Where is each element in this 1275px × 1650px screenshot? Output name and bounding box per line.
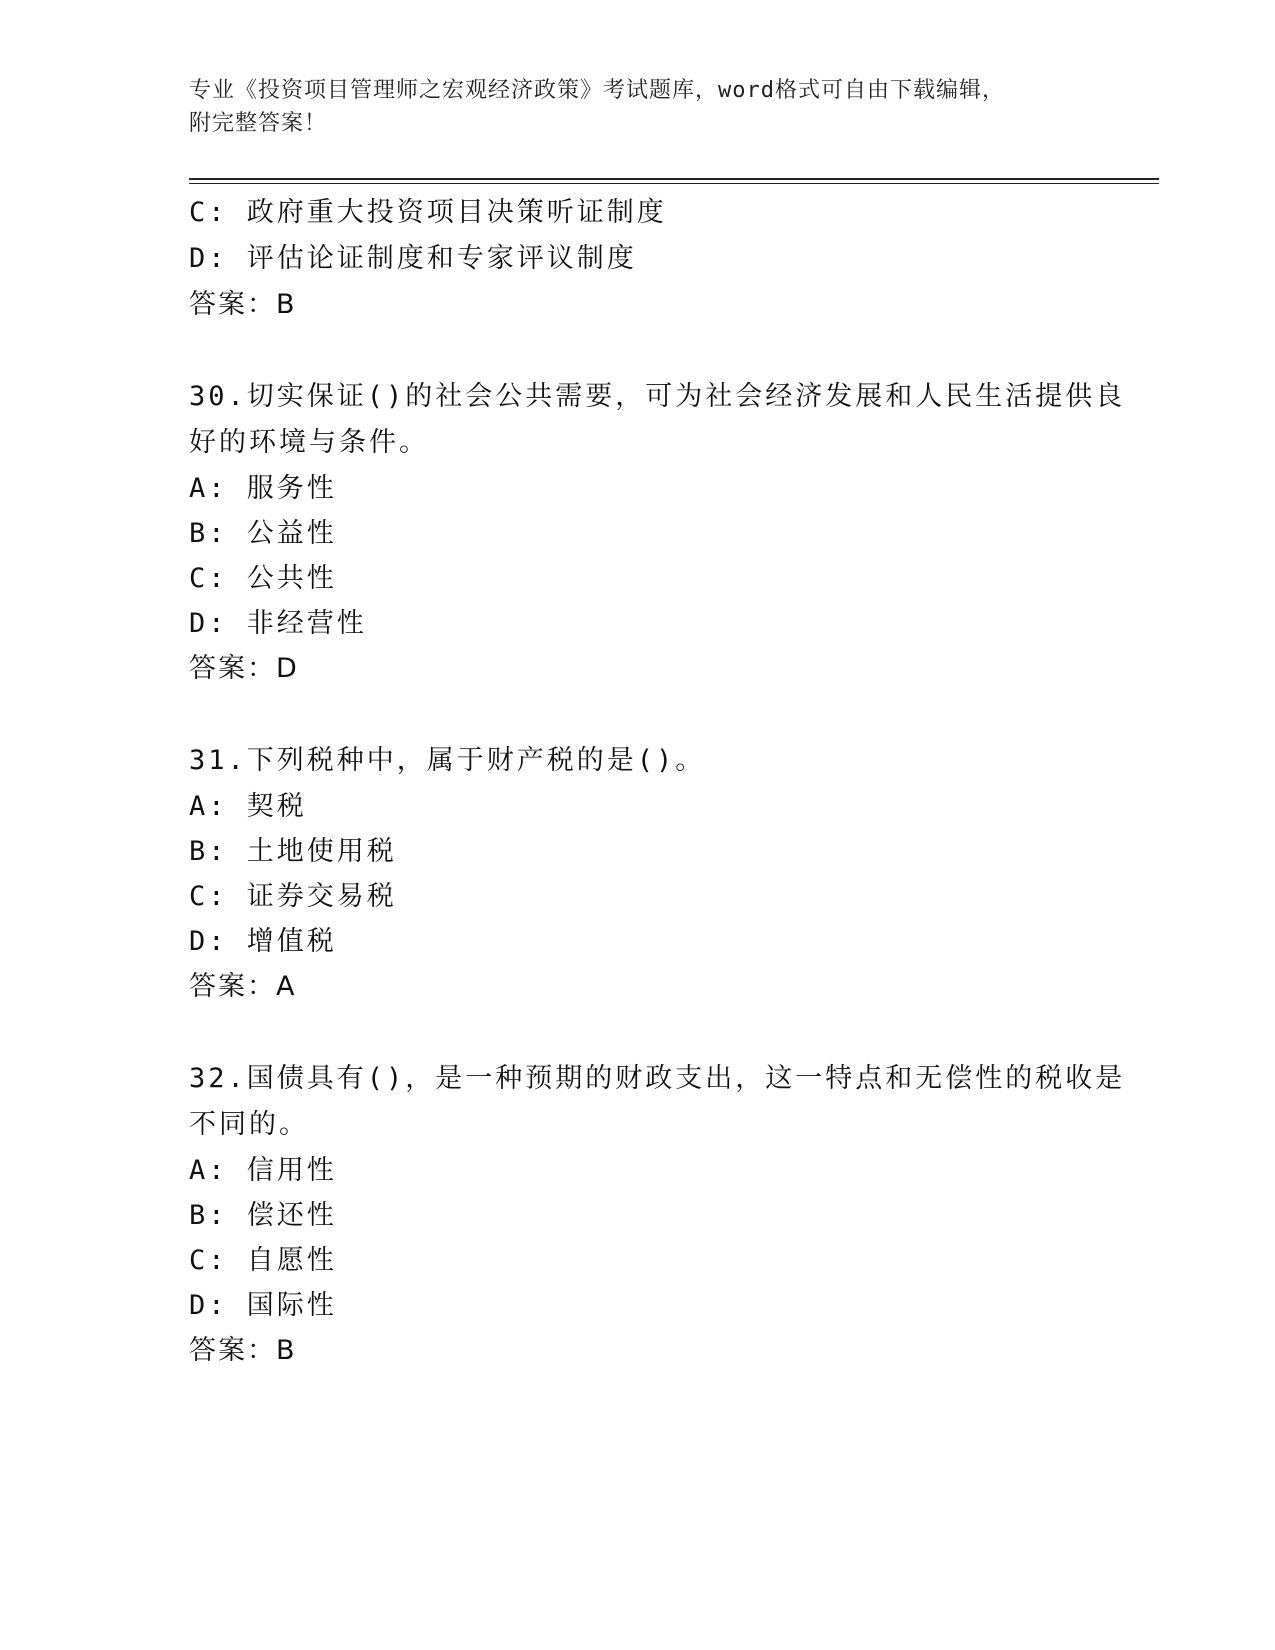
option-text: 自愿性 — [246, 1245, 337, 1276]
question-stem-line: 32.国债具有()，是一种预期的财政支出，这一特点和无偿性的税收是 — [189, 1063, 1126, 1094]
spacer — [189, 1010, 1089, 1056]
option-a — [189, 466, 1089, 511]
option-text: 评估论证制度和专家评议制度 — [246, 243, 637, 274]
option-text: 公共性 — [246, 563, 337, 594]
answer-line: 答案：A — [189, 971, 297, 1002]
option-label: A: — [189, 1155, 228, 1186]
option-text: 信用性 — [246, 1155, 337, 1186]
option-label: B: — [189, 518, 228, 549]
option-label: C: — [189, 881, 228, 912]
question-30 — [189, 374, 1126, 692]
header-line-2: 附完整答案！ — [189, 111, 328, 136]
option-label: C: — [189, 197, 228, 228]
question-32 — [189, 1056, 1126, 1374]
option-text: 增值税 — [246, 926, 337, 957]
option-label: A: — [189, 473, 228, 504]
header-line-1: 专业《投资项目管理师之宏观经济政策》考试题库，word格式可自由下载编辑， — [189, 78, 1005, 103]
option-c — [189, 556, 1089, 601]
option-label: C: — [189, 563, 228, 594]
option-label: A: — [189, 791, 228, 822]
option-text: 偿还性 — [246, 1200, 337, 1231]
option-label: D: — [189, 608, 228, 639]
option-label: D: — [189, 243, 228, 274]
option-c — [189, 874, 1089, 919]
question-stem-line: 好的环境与条件。 — [189, 427, 429, 458]
option-label: B: — [189, 836, 228, 867]
option-label: D: — [189, 1290, 228, 1321]
answer-line: 答案：D — [189, 653, 299, 684]
option-c — [189, 1238, 1089, 1283]
option-label: B: — [189, 1200, 228, 1231]
option-b — [189, 1193, 1089, 1238]
header-divider-thin — [189, 183, 1159, 184]
option-label: C: — [189, 1245, 228, 1276]
option-text: 政府重大投资项目决策听证制度 — [246, 197, 667, 228]
option-label: D: — [189, 926, 228, 957]
option-d — [189, 1283, 1089, 1328]
question-29-continued — [189, 190, 1089, 328]
option-a — [189, 784, 1089, 829]
question-stem-line: 31.下列税种中，属于财产税的是()。 — [189, 745, 706, 776]
option-text: 非经营性 — [246, 608, 367, 639]
option-text: 契税 — [246, 791, 307, 822]
option-a — [189, 1148, 1089, 1193]
option-text: 服务性 — [246, 473, 337, 504]
question-stem-line: 30.切实保证()的社会公共需要，可为社会经济发展和人民生活提供良 — [189, 381, 1126, 412]
option-d — [189, 919, 1089, 964]
option-c — [189, 190, 1089, 236]
question-list — [189, 190, 1126, 1374]
spacer — [189, 328, 1089, 374]
option-text: 土地使用税 — [246, 836, 397, 867]
option-text: 证券交易税 — [246, 881, 397, 912]
option-b — [189, 511, 1089, 556]
answer-line: 答案：B — [189, 289, 297, 320]
header-divider — [189, 178, 1159, 180]
option-text: 国际性 — [246, 1290, 337, 1321]
answer-line: 答案：B — [189, 1335, 297, 1366]
option-d — [189, 601, 1089, 646]
option-d — [189, 236, 1089, 282]
option-text: 公益性 — [246, 518, 337, 549]
spacer — [189, 692, 1089, 738]
option-b — [189, 829, 1089, 874]
question-31 — [189, 738, 1089, 1010]
question-stem-line: 不同的。 — [189, 1109, 309, 1140]
document-header — [189, 74, 1089, 140]
